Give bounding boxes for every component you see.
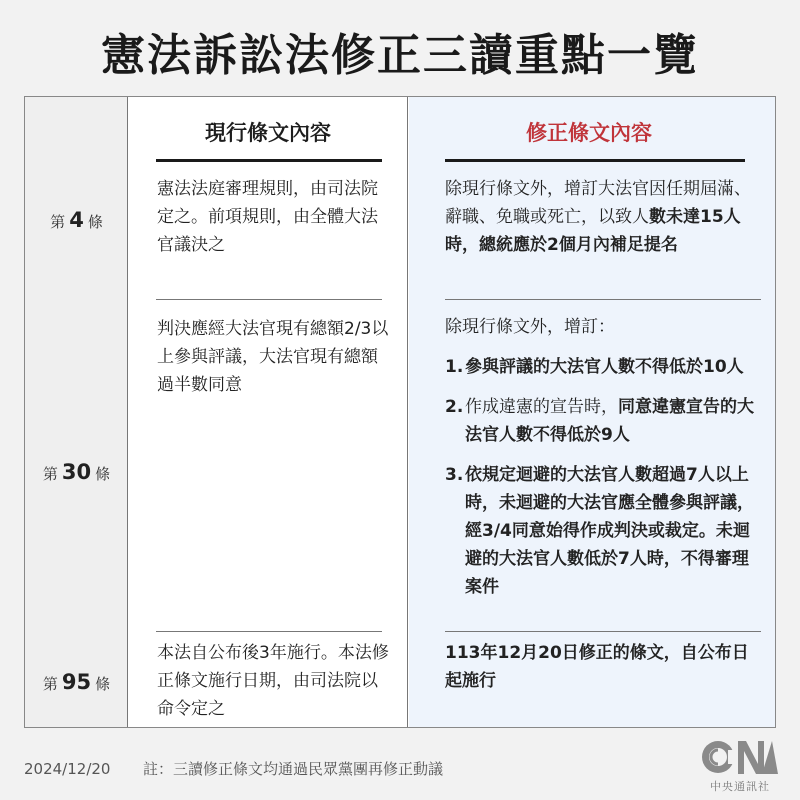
article-prefix: 第 (42, 465, 58, 483)
current-text-article-30: 判決應經大法官現有總額2/3以上參與評議，大法官現有總額過半數同意 (157, 319, 389, 395)
footnote: 註：三讀修正條文均通過民眾黨團再修正動議 (143, 760, 444, 778)
row-divider (156, 299, 382, 300)
header-divider (156, 159, 382, 162)
list-bold-text: 同意違憲宣告的大法官人數不得低於9人 (465, 397, 754, 445)
amended-list-item-2 (445, 393, 765, 449)
list-number: 3. (445, 465, 464, 485)
article-prefix: 第 (42, 675, 58, 693)
article-label-4 (25, 205, 128, 237)
cna-logo-icon (698, 738, 782, 778)
article-prefix: 第 (50, 213, 66, 231)
header-divider (445, 159, 745, 162)
article-label-30 (25, 457, 128, 489)
current-text-article-4: 憲法法庭審理規則，由司法院定之。前項規則，由全體大法官議決之 (157, 179, 378, 255)
list-number: 1. (445, 357, 464, 377)
cna-logo (698, 738, 782, 794)
article-suffix: 條 (95, 675, 111, 693)
amended-text-article-95: 113年12月20日修正的條文，自公布日起施行 (445, 643, 749, 691)
amended-text-column (409, 97, 775, 727)
amended-column-header: 修正條文內容 (526, 121, 652, 145)
amended-list-item-1 (445, 353, 765, 381)
article-suffix: 條 (87, 213, 103, 231)
list-bold-text: 依規定迴避的大法官人數超過7人以上時，未迴避的大法官應全體參與評議，經3/4同意始得作成判決或裁定。未迴避的大法官人數低於7人時，不得審理案件 (465, 465, 754, 597)
logo-text: 中央通訊社 (710, 780, 770, 793)
list-number: 2. (445, 397, 464, 417)
article-label-95 (25, 667, 128, 699)
amended-bold-text: 數未達15人時，總統應於2個月內補足提名 (445, 207, 741, 255)
amended-text-article-4 (445, 175, 765, 259)
publish-date: 2024/12/20 (24, 760, 111, 778)
row-divider (156, 631, 382, 632)
comparison-table (24, 96, 776, 728)
list-bold-text: 參與評議的大法官人數不得低於10人 (465, 357, 744, 377)
article-suffix: 條 (95, 465, 111, 483)
amended-intro: 除現行條文外，增訂： (445, 317, 615, 337)
page-title: 憲法訴訟法修正三讀重點一覽 (101, 30, 699, 81)
current-text-article-95: 本法自公布後3年施行。本法修正條文施行日期，由司法院以命令定之 (157, 643, 389, 719)
list-plain-text: 作成違憲的宣告時， (465, 397, 618, 417)
article-number: 4 (69, 208, 84, 232)
amended-list-item-3 (445, 461, 765, 601)
article-label-column (25, 97, 128, 727)
row-divider (445, 631, 761, 632)
amended-plain-text: 除現行條文外，增訂大法官因任期屆滿、辭職、免職或死亡，以致人 (445, 179, 751, 227)
current-column-header: 現行條文內容 (205, 121, 331, 145)
row-divider (445, 299, 761, 300)
amended-text-article-30 (445, 313, 765, 601)
article-number: 95 (61, 670, 92, 694)
current-text-column (128, 97, 408, 727)
article-number: 30 (61, 460, 92, 484)
